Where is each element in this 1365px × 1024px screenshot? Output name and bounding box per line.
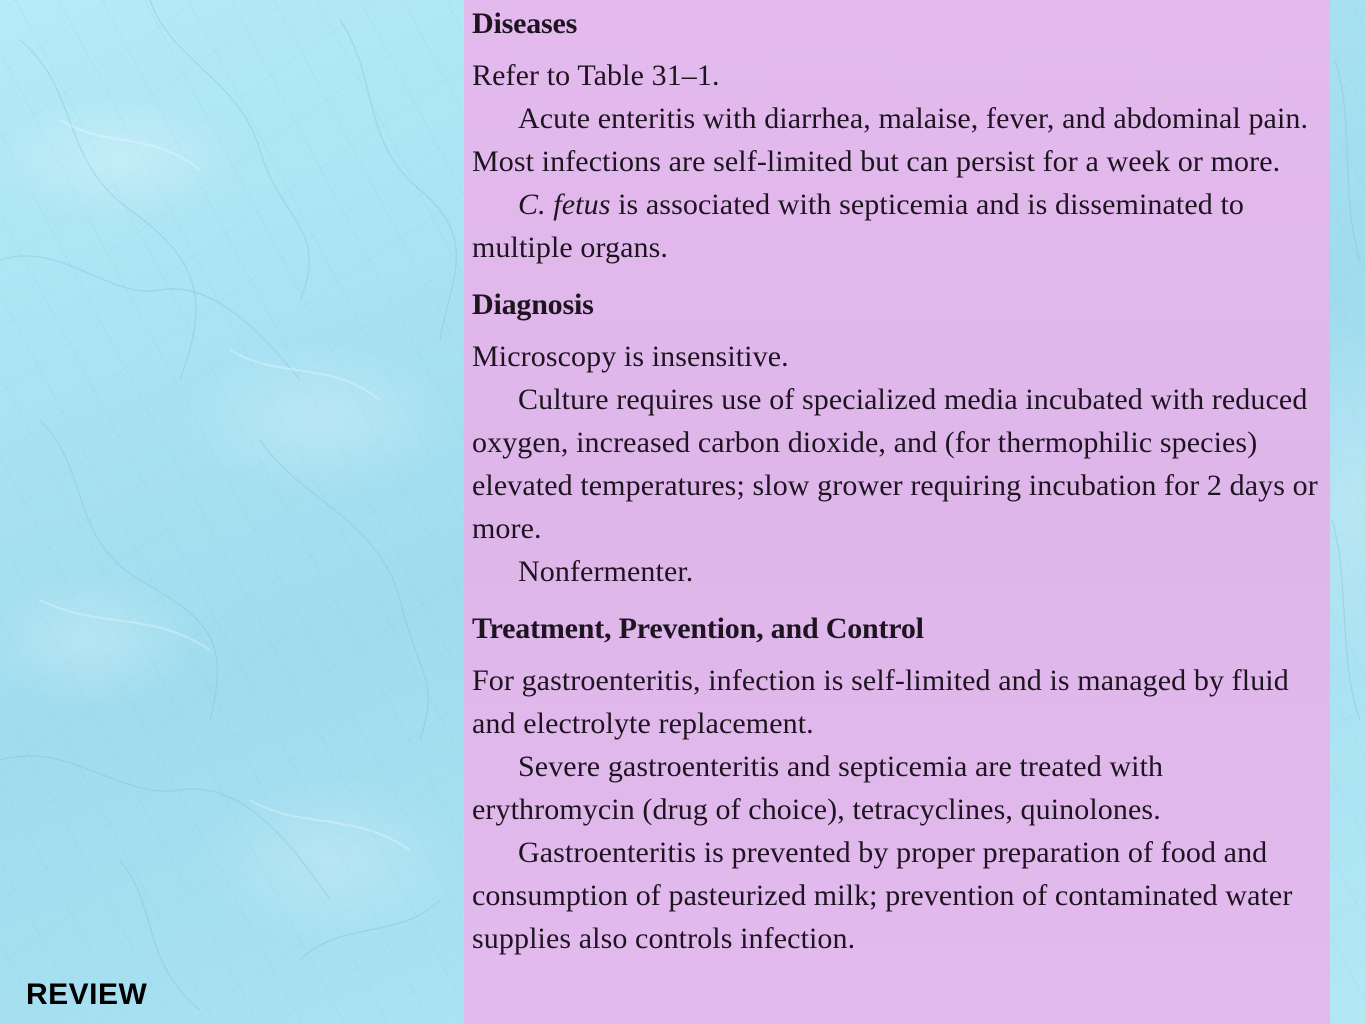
section-heading: Diagnosis — [472, 288, 594, 321]
paragraph: Culture requires use of specialized media incubated with reduced oxygen, increased carbon dioxide, and (for thermophilic species) elevated temperatures; slow grower requiring incubation for 2 days or more. — [472, 383, 1318, 545]
sections-container — [472, 4, 1322, 960]
section-diagnosis — [472, 285, 1322, 593]
paragraph: For gastroenteritis, infection is self-limited and is managed by fluid and electrolyte replacement. — [472, 664, 1289, 740]
paragraph: Acute enteritis with diarrhea, malaise, fever, and abdominal pain. Most infections are self-limited but can persist for a week or more. — [472, 102, 1309, 178]
paragraph: Nonfermenter. — [518, 555, 694, 588]
paragraph-text: is associated with septicemia and is disseminated to multiple organs. — [472, 188, 1244, 264]
section-heading: Diseases — [472, 7, 578, 40]
italic-term: C. fetus — [518, 188, 611, 221]
paragraph: Refer to Table 31–1. — [472, 59, 720, 92]
textbook-page-scan — [464, 0, 1330, 1024]
paragraph: Microscopy is insensitive. — [472, 340, 789, 373]
section-heading: Treatment, Prevention, and Control — [472, 612, 924, 645]
paragraph: Gastroenteritis is prevented by proper preparation of food and consumption of pasteurized milk; prevention of contaminated water supplies also controls infection. — [472, 836, 1293, 955]
section-diseases — [472, 4, 1322, 269]
review-label: REVIEW — [26, 978, 148, 1011]
section-treatment-prevention-and-control — [472, 609, 1322, 960]
paragraph — [472, 183, 1322, 269]
paragraph: Severe gastroenteritis and septicemia are treated with erythromycin (drug of choice), tetracyclines, quinolones. — [472, 750, 1164, 826]
